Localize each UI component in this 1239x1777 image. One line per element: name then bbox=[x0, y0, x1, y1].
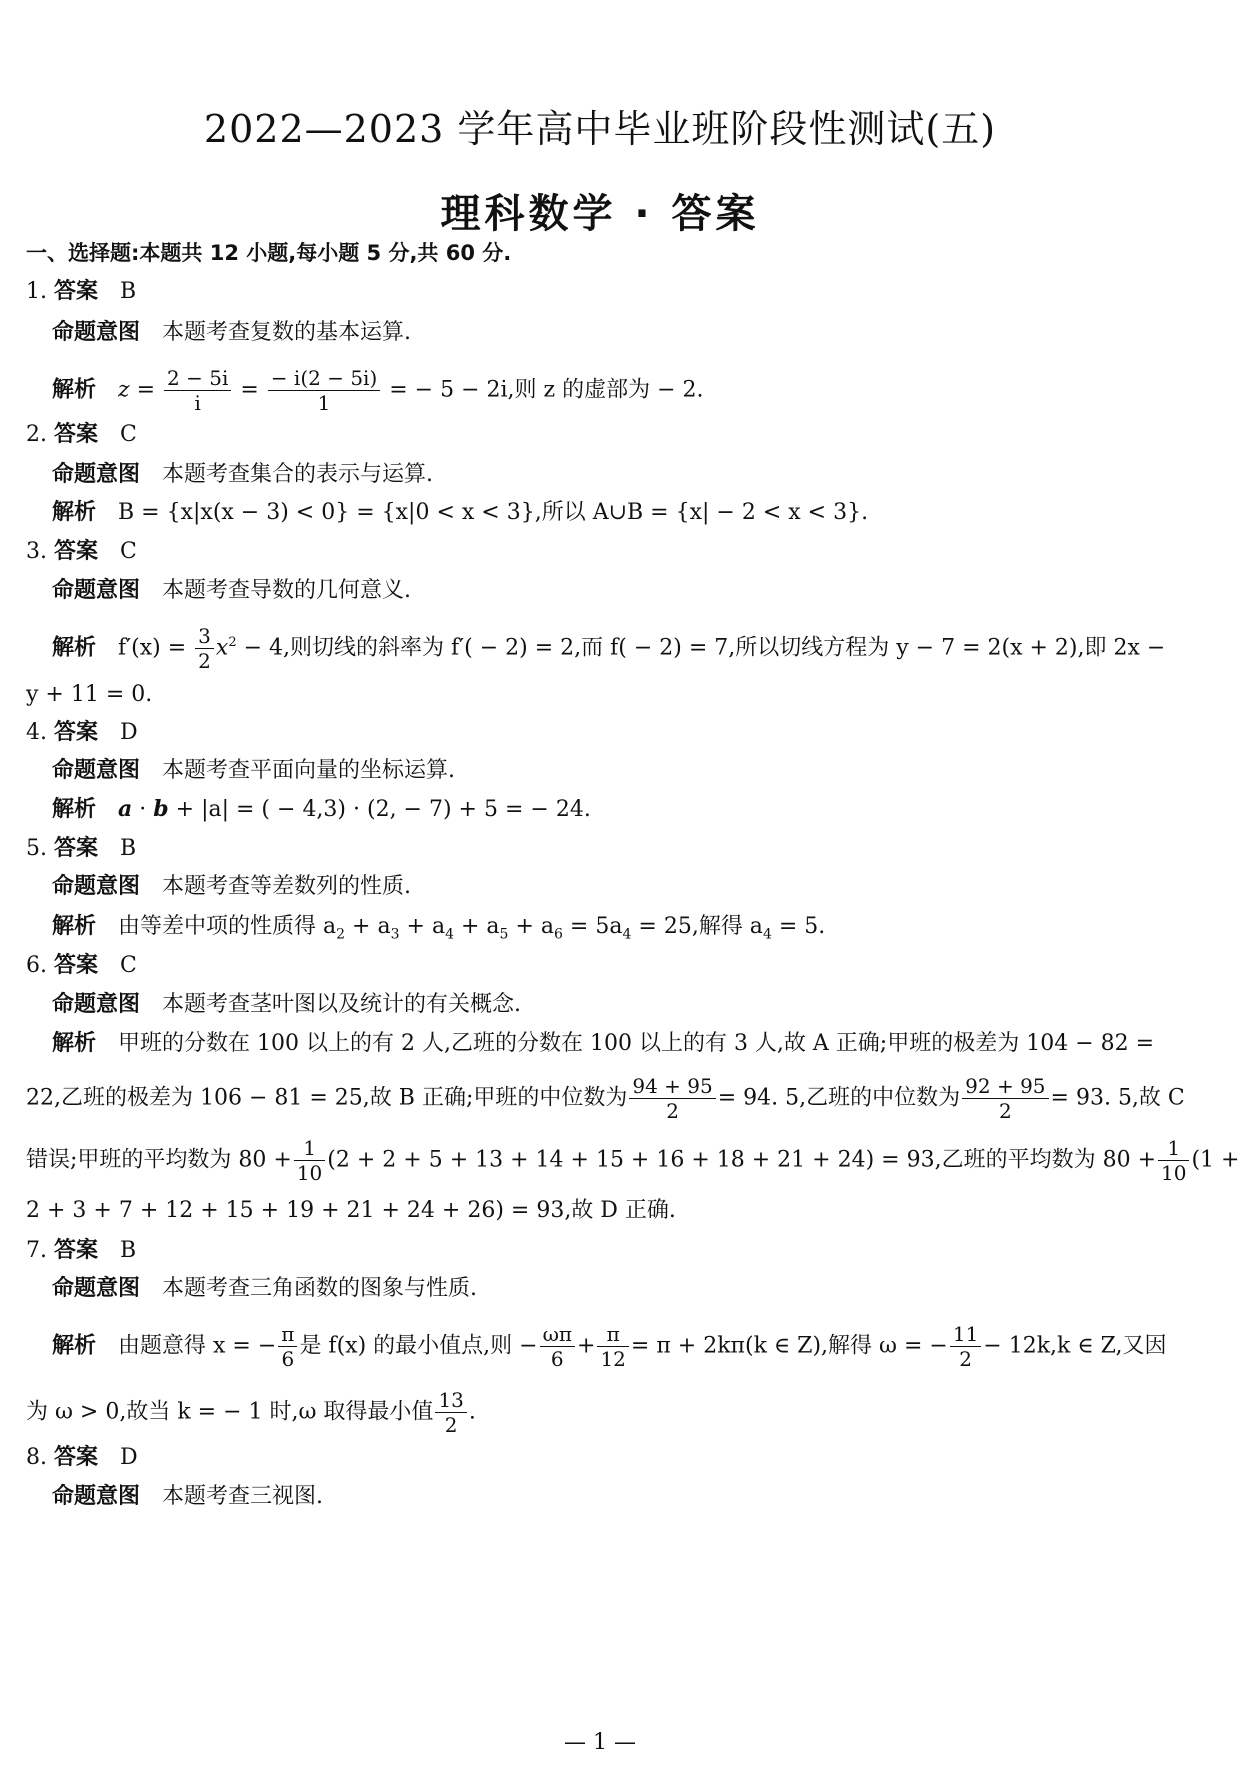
question-5-analysis: 解析 由等差中项的性质得 $a_2 + a_3 + a_4 + a_5 + a_6 = 5a_4 = 25$,解得 $a_4 = 5$. bbox=[52, 914, 826, 943]
question-4-analysis: 解析 a · b + |a| = ( − 4,3) · (2, − 7) + 5 = − 24. bbox=[52, 796, 591, 822]
page-subtitle: 理科数学 · 答案 bbox=[440, 191, 760, 237]
fraction: $\frac{92 + 95}{2}$ bbox=[962, 1074, 1048, 1123]
question-8-answer: 8. 答案 D bbox=[26, 1445, 138, 1470]
question-3-intent: 命题意图 本题考查导数的几何意义. bbox=[52, 578, 412, 603]
fraction: $\frac{1}{10}$ bbox=[294, 1136, 325, 1185]
question-8-intent: 命题意图 本题考查三视图. bbox=[52, 1484, 324, 1509]
fraction: $\frac{\pi}{6}$ bbox=[278, 1322, 297, 1371]
fraction: $\frac{1}{10}$ bbox=[1158, 1136, 1189, 1185]
question-5-answer: 5. 答案 B bbox=[26, 836, 137, 861]
question-5-intent: 命题意图 本题考查等差数列的性质. bbox=[52, 874, 412, 899]
page-title: 2022—2023 学年高中毕业班阶段性测试(五) bbox=[203, 107, 997, 151]
section-heading: 一、选择题:本题共 12 小题,每小题 5 分,共 60 分. bbox=[26, 241, 512, 265]
question-2-answer: 2. 答案 C bbox=[26, 422, 137, 447]
fraction: $\frac{11}{2}$ bbox=[950, 1322, 981, 1371]
question-2-analysis: 解析 B = {x|x(x − 3) < 0} = {x|0 < x < 3},所以 A∪B = {x| − 2 < x < 3}. bbox=[52, 500, 869, 525]
fraction: $\frac{\omega\pi}{6}$ bbox=[540, 1322, 575, 1371]
question-7-analysis: 解析 由题意得 x = − $\frac{\pi}{6}$ 是 f(x) 的最小值点,则 − $\frac{\omega\pi}{6}$ + $\frac{\pi}{12}$ = π + 2kπ(k ∈ Z),解得 ω = − $\frac{11}{2}$ − 12k,k ∈ Z,又因 bbox=[52, 1322, 1167, 1371]
question-7-answer: 7. 答案 B bbox=[26, 1238, 137, 1263]
question-3-analysis-cont: y + 11 = 0. bbox=[26, 682, 153, 707]
question-7-analysis-cont: 为 ω > 0,故当 k = − 1 时,ω 取得最小值 $\frac{13}{2}$ . bbox=[26, 1388, 476, 1437]
question-4-intent: 命题意图 本题考查平面向量的坐标运算. bbox=[52, 758, 456, 783]
question-6-intent: 命题意图 本题考查茎叶图以及统计的有关概念. bbox=[52, 992, 522, 1017]
question-2-intent: 命题意图 本题考查集合的表示与运算. bbox=[52, 462, 434, 487]
fraction: $\frac{\pi}{12}$ bbox=[597, 1322, 628, 1371]
question-6-analysis-cont-2: 错误;甲班的平均数为 80 + $\frac{1}{10}$ (2 + 2 + 5 + 13 + 14 + 15 + 16 + 18 + 21 + 24) = 93,乙班的平均数为 80 + $\frac{1}{10}$ (1 + bbox=[26, 1136, 1239, 1185]
question-6-analysis: 解析 甲班的分数在 100 以上的有 2 人,乙班的分数在 100 以上的有 3 人,故 A 正确;甲班的极差为 104 − 82 = bbox=[52, 1031, 1155, 1056]
fraction: $\frac{2 - 5i}{i}$ bbox=[164, 366, 231, 415]
question-3-analysis: 解析 f′(x) = $\frac{3}{2}$ $x^2 - 4$,则切线的斜率为 f′( − 2) = 2,而 f( − 2) = 7,所以切线方程为 y − 7 = 2(x + 2),即 2x − bbox=[52, 624, 1166, 673]
question-1-analysis: 解析 z = $\frac{2 - 5i}{i}$ = $\frac{- i(2 - 5i)}{1}$ = − 5 − 2i,则 z 的虚部为 − 2. bbox=[52, 366, 704, 415]
question-3-answer: 3. 答案 C bbox=[26, 539, 137, 564]
question-6-analysis-cont-1: 22,乙班的极差为 106 − 81 = 25,故 B 正确;甲班的中位数为 $\frac{94 + 95}{2}$ = 94. 5,乙班的中位数为 $\frac{92 + 95}{2}$ = 93. 5,故 C bbox=[26, 1074, 1185, 1123]
question-6-answer: 6. 答案 C bbox=[26, 953, 137, 978]
question-7-intent: 命题意图 本题考查三角函数的图象与性质. bbox=[52, 1276, 478, 1301]
question-1-intent: 命题意图 本题考查复数的基本运算. bbox=[52, 320, 412, 345]
question-1-answer: 1. 答案 B bbox=[26, 279, 137, 304]
fraction: $\frac{13}{2}$ bbox=[435, 1388, 466, 1437]
fraction: $\frac{- i(2 - 5i)}{1}$ bbox=[268, 366, 380, 415]
page-number: — 1 — bbox=[564, 1730, 636, 1755]
question-4-answer: 4. 答案 D bbox=[26, 720, 138, 745]
fraction: $\frac{94 + 95}{2}$ bbox=[629, 1074, 715, 1123]
question-6-analysis-cont-3: 2 + 3 + 7 + 12 + 15 + 19 + 21 + 24 + 26) = 93,故 D 正确. bbox=[26, 1198, 676, 1223]
fraction: $\frac{3}{2}$ bbox=[195, 624, 214, 673]
